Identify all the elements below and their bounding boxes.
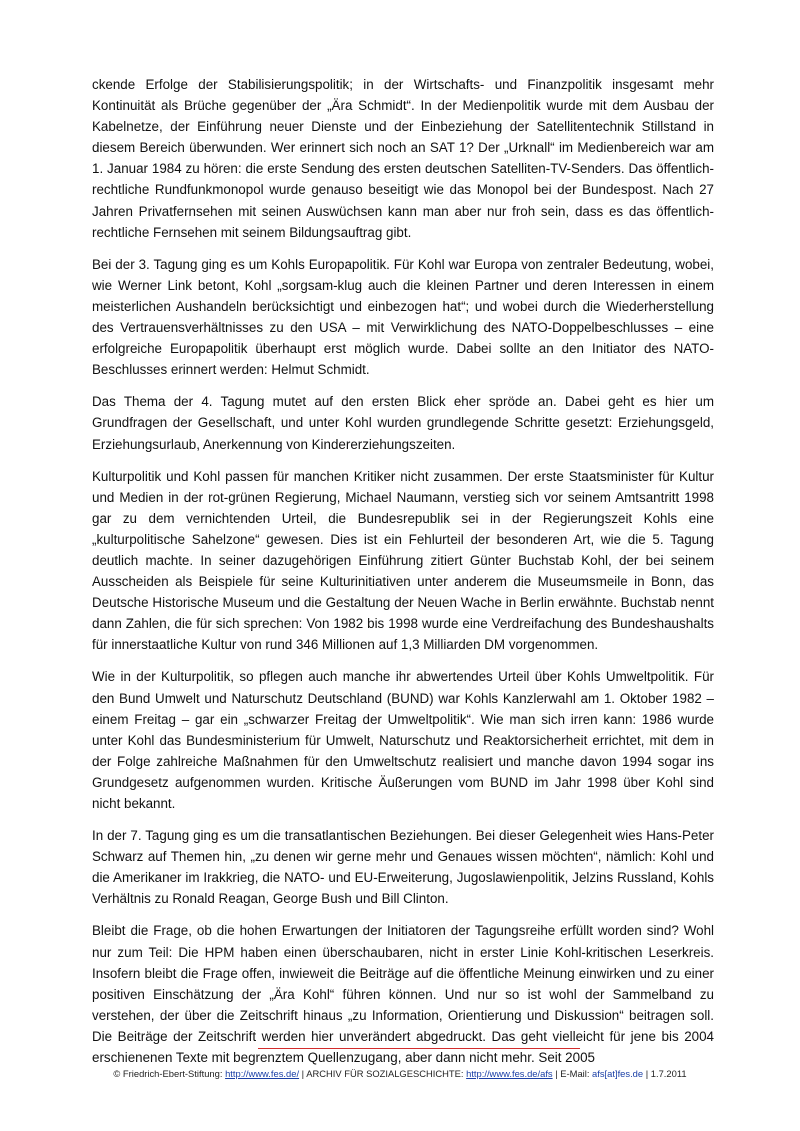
- page-footer: [0, 1068, 800, 1079]
- footer-date: | 1.7.2011: [643, 1068, 687, 1079]
- paragraph-1: ckende Erfolge der Stabilisierungspolitik; in der Wirtschafts- und Finanzpolitik insgesamt mehr Kontinuität als Brüche gegenüber der „Ära Schmidt“. In der Medienpolitik wurde mit dem Ausbau der Kabelnetze, der Einführung neuer Dienste und der Einbeziehung der Satellitentechnik Stillstand in diesem Bereich überwunden. Wer erinnert sich noch an SAT 1? Der „Urknall“ im Medienbereich war am 1. Januar 1984 zu hören: die erste Sendung des ersten deutschen Satelliten-TV-Senders. Das öffentlich-rechtliche Rundfunkmonopol wurde genauso beseitigt wie das Monopol bei der Bundespost. Nach 27 Jahren Privatfernsehen mit seinen Auswüchsen kann man aber nur froh sein, dass es das öffentlich-rechtliche Fernsehen mit seinem Bildungsauftrag gibt.: [92, 77, 714, 240]
- fes-link[interactable]: http://www.fes.de/: [225, 1068, 300, 1079]
- footer-archive-label: | ARCHIV FÜR SOZIALGESCHICHTE:: [299, 1068, 467, 1079]
- footer-email[interactable]: afs[at]fes.de: [592, 1068, 644, 1079]
- footer-copyright: © Friedrich-Ebert-Stiftung:: [113, 1068, 226, 1079]
- paragraph-7: Bleibt die Frage, ob die hohen Erwartungen der Initiatoren der Tagungsreihe erfüllt worden sind? Wohl nur zum Teil: Die HPM haben einen überschaubaren, nicht in erster Linie Kohl-kritischen Leserkreis. Insofern bleibt die Frage offen, inwieweit die Beiträge auf die öffentliche Meinung einwirken und zu einer positiven Einschätzung der „Ära Kohl“ führen können. Und nur so ist wohl der Sammelband zu verstehen, der über die Zeitschrift hinaus „zu Information, Orientierung und Diskussion“ beitragen soll. Die Beiträge der Zeitschrift werden hier unverändert abgedruckt. Das geht vielleicht für jene bis 2004 erschienenen Texte mit begrenztem Quellenzugang, aber dann nicht mehr. Seit 2005: [92, 923, 714, 1066]
- footer-email-label: | E-Mail:: [552, 1068, 593, 1079]
- paragraph-5: Wie in der Kulturpolitik, so pflegen auch manche ihr abwertendes Urteil über Kohls Umweltpolitik. Für den Bund Umwelt und Naturschutz Deutschland (BUND) war Kohls Kanzlerwahl am 1. Oktober 1982 – einem Freitag – gar ein „schwarzer Freitag der Umweltpolitik“. Wie man sich irren kann: 1986 wurde unter Kohl das Bundesministerium für Umwelt, Naturschutz und Reaktorsicherheit errichtet, mit dem in der Folge zahlreiche Maßnahmen für den Umweltschutz realisiert und manche davon 1994 sogar ins Grundgesetz aufgenommen wurden. Kritische Äußerungen vom BUND im Jahr 1998 über Kohl sind nicht bekannt.: [92, 669, 714, 811]
- afs-link[interactable]: http://www.fes.de/afs: [466, 1068, 553, 1079]
- paragraph-3: Das Thema der 4. Tagung mutet auf den ersten Blick eher spröde an. Dabei geht es hier um Grundfragen der Gesellschaft, und unter Kohl wurden grundlegende Schritte gesetzt: Erziehungsgeld, Erziehungsurlaub, Anerkennung von Kindererziehungszeiten.: [92, 394, 714, 452]
- paragraph-6: In der 7. Tagung ging es um die transatlantischen Beziehungen. Bei dieser Gelegenheit wies Hans-Peter Schwarz auf Themen hin, „zu denen wir gerne mehr und Genaues wissen möchten“, nämlich: Kohl und die Amerikaner im Irakkrieg, die NATO- und EU-Erweiterung, Jugoslawienpolitik, Jelzins Russland, Kohls Verhältnis zu Ronald Reagan, George Bush und Bill Clinton.: [92, 828, 714, 907]
- footer-divider: [258, 1048, 580, 1049]
- paragraph-2: Bei der 3. Tagung ging es um Kohls Europapolitik. Für Kohl war Europa von zentraler Bedeutung, wobei, wie Werner Link betont, Kohl „sorgsam-klug auch die kleinen Partner und deren Interessen in einem meisterlichen Aushandeln berücksichtigt und einbezogen hat“; und wobei durch die Wiederherstellung des Vertrauensverhältnisses zu den USA – mit Verwirklichung des NATO-Doppelbeschlusses – eine erfolgreiche Europapolitik überhaupt erst möglich wurde. Dabei sollte an den Initiator des NATO-Beschlusses erinnert werden: Helmut Schmidt.: [92, 256, 714, 378]
- paragraph-4: Kulturpolitik und Kohl passen für manchen Kritiker nicht zusammen. Der erste Staatsminister für Kultur und Medien in der rot-grünen Regierung, Michael Naumann, verstieg sich vor seinem Amtsantritt 1998 gar zu dem vernichtenden Urteil, die Bundesrepublik sei in der Regierungszeit Kohls eine „kulturpolitische Sahelzone“ gewesen. Dies ist ein Fehlurteil der besonderen Art, wie die 5. Tagung deutlich machte. In seiner dazugehörigen Einführung zitiert Günter Buchstab Kohl, der bei seinem Ausscheiden als Beispiele für seine Kulturinitiativen unter anderem die Museumsmeile in Bonn, das Deutsche Historische Museum und die Gestaltung der Neuen Wache in Berlin erwähnte. Buchstab nennt dann Zahlen, die für sich sprechen: Von 1982 bis 1998 wurde eine Verdreifachung des Bundeshaushalts für innerstaatliche Kultur von rund 346 Millionen auf 1,3 Milliarden DM vorgenommen.: [92, 468, 714, 653]
- article-body: [92, 74, 714, 1079]
